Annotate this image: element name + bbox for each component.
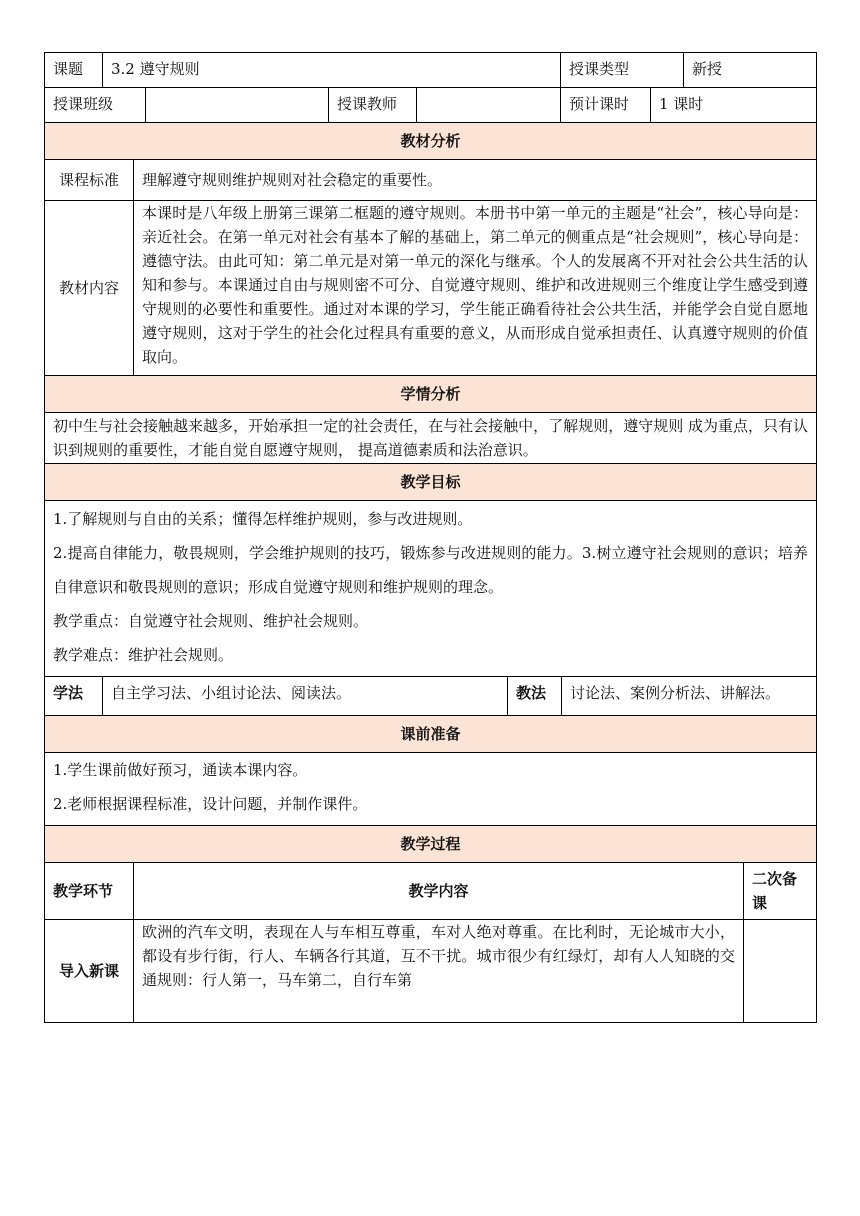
class-label: 授课班级 — [45, 88, 146, 123]
teacher-label: 授课教师 — [329, 88, 417, 123]
process-heading: 教学过程 — [45, 826, 817, 863]
preparation-line-1: 1.学生课前做好预习，通读本课内容。 — [53, 761, 308, 779]
material-content-text: 本课时是八年级上册第三课第二框题的遵守规则。本册书中第一单元的主题是“社会”，核心导向是：亲近社会。在第一单元对社会有基本了解的基础上，第二单元的侧重点是“社会规则”，核心导向是：遵德守法。由此可知：第二单元是对第一单元的深化与继承。个人的发展离不开对社会公共生活的认知和参与。本课通过自由与规则密不可分、自觉遵守规则、维护和改进规则三个维度让学生感受到遵守规则的必要性和重要性。通过对本课的学习，学生能正确看待社会公共生活，并能学会自觉自愿地遵守规则，这对于学生的社会化过程具有重要的意义，从而形成自觉承担责任、认真遵守规则的价值取向。 — [134, 201, 817, 376]
type-label: 授课类型 — [561, 53, 684, 88]
lesson-plan-page — [44, 52, 816, 1023]
hours-value: 1 课时 — [651, 88, 817, 123]
lesson-plan-table — [44, 122, 817, 1023]
teacher-value — [417, 88, 561, 123]
learner-analysis-text: 初中生与社会接触越来越多，开始承担一定的社会责任，在与社会接触中，了解规则，遵守规则 成为重点，只有认识到规则的重要性，才能自觉自愿遵守规则， 提高道德素质和法治意识。 — [45, 413, 817, 464]
preparation-line-2: 2.老师根据课程标准，设计问题，并制作课件。 — [53, 795, 368, 813]
course-standard-text: 理解遵守规则维护规则对社会稳定的重要性。 — [134, 160, 817, 201]
lesson-info-table — [44, 52, 817, 123]
intro-stage-label: 导入新课 — [45, 920, 134, 1023]
revision-column-header: 二次备课 — [744, 863, 817, 920]
topic-label: 课题 — [45, 53, 103, 88]
study-method-label: 学法 — [45, 677, 103, 716]
objective-line-2: 2.提高自律能力，敬畏规则，学会维护规则的技巧，锻炼参与改进规则的能力。3.树立遵守社会规则的意识；培养自律意识和敬畏规则的意识；形成自觉遵守规则和维护规则的理念。 — [53, 544, 809, 596]
material-content-label: 教材内容 — [45, 201, 134, 376]
objective-line-1: 1.了解规则与自由的关系；懂得怎样维护规则，参与改进规则。 — [53, 510, 473, 528]
objectives-body — [45, 501, 817, 677]
topic-value: 3.2 遵守规则 — [103, 53, 561, 88]
teaching-method-label: 教法 — [508, 677, 562, 716]
content-column-header: 教学内容 — [134, 863, 744, 920]
intro-content-text: 欧洲的汽车文明，表现在人与车相互尊重，车对人绝对尊重。在比利时，无论城市大小，都设有步行街，行人、车辆各行其道，互不干扰。城市很少有红绿灯，却有人人知晓的交通规则：行人第一，马车第二，自行车第 — [134, 920, 744, 1023]
preparation-body — [45, 753, 817, 826]
hours-label: 预计课时 — [561, 88, 651, 123]
stage-column-header: 教学环节 — [45, 863, 134, 920]
teaching-method-value: 讨论法、案例分析法、讲解法。 — [562, 677, 817, 716]
objectives-heading: 教学目标 — [45, 464, 817, 501]
study-method-value: 自主学习法、小组讨论法、阅读法。 — [103, 677, 508, 716]
preparation-heading: 课前准备 — [45, 716, 817, 753]
material-analysis-heading: 教材分析 — [45, 123, 817, 160]
course-standard-label: 课程标准 — [45, 160, 134, 201]
class-value — [146, 88, 329, 123]
learner-analysis-heading: 学情分析 — [45, 376, 817, 413]
type-value: 新授 — [684, 53, 817, 88]
teaching-key-point: 教学重点：自觉遵守社会规则、维护社会规则。 — [53, 612, 369, 630]
teaching-difficulty: 教学难点：维护社会规则。 — [53, 646, 234, 664]
intro-revision-cell — [744, 920, 817, 1023]
